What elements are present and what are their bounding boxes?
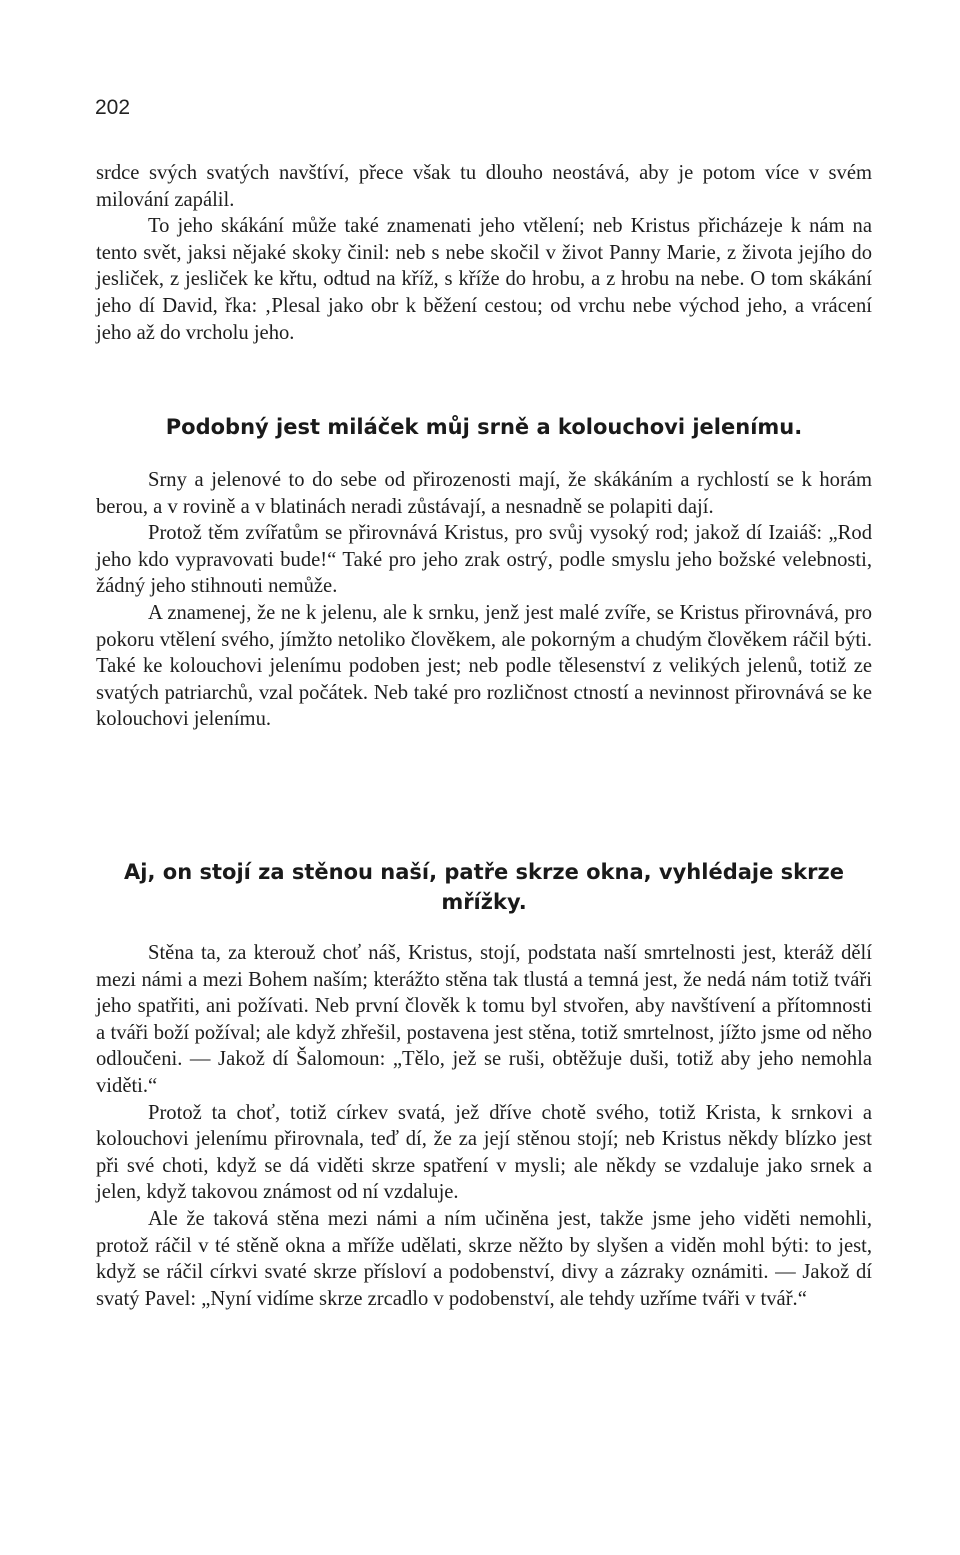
paragraph: Srny a jelenové to do sebe od přirozenosti mají, že skákáním a rychlostí se k horám berou, a v rovině a v blatinách neradi zůstávají, a nesnadně se polapiti dají. bbox=[96, 469, 872, 518]
section-heading-2: Aj, on stojí za stěnou naší, patře skrze okna, vyhlédaje skrze mřížky. bbox=[124, 860, 844, 914]
text-block-3 bbox=[96, 940, 872, 1312]
paragraph-continued: srdce svých svatých navštíví, přece však tu dlouho neostává, aby je potom více v svém milování zapálil. bbox=[96, 162, 872, 211]
paragraph: To jeho skákání může také znamenati jeho vtělení; neb Kristus přicházeje k nám na tento svět, jaksi nějaké skoky činil: neb s nebe skočil v život Panny Marie, z života jejího do jesliček, z jesliček ke křtu, odtud na kříž, s kříže do hrobu, a z hrobu na nebe. O tom skákání jeho dí David, řka: ‚Plesal jako obr k běžení cestou; od vrchu nebe východ jeho, a vrácení jeho až do vrcholu jeho. bbox=[96, 215, 872, 344]
paragraph: Protož ta choť, totiž církev svatá, jež dříve chotě svého, totiž Krista, k srnkovi a kolouchovi jelenímu přirovnala, teď dí, že za její stěnou stojí; neb Kristus někdy blízko jest při své choti, když se dá viděti skrze spatření v mysli; ale někdy se vzdaluje jako srnek a jelen, když takovou známost od ní vzdaluje. bbox=[96, 1101, 872, 1204]
paragraph: A znamenej, že ne k jelenu, ale k srnku, jenž jest malé zvíře, se Kristus přirovnává, pro pokoru vtělení svého, jímžto netoliko člověkem, ale pokorným a chudým člověkem ráčil býti. Také ke kolouchovi jelenímu podoben jest; neb podle tělesenství z velikých jelenů, totiž ze svatých patriarchů, vzal počátek. Neb také pro rozličnost ctností a nevinnost přirovnává se ke kolouchovi jelenímu. bbox=[96, 601, 872, 731]
text-block-2 bbox=[96, 467, 872, 733]
text-block-1 bbox=[96, 160, 872, 346]
section-heading-1: Podobný jest miláček můj srně a kolouchovi jelenímu. bbox=[165, 415, 803, 439]
paragraph: Protož těm zvířatům se přirovnává Kristus, pro svůj vysoký rod; jakož dí Izaiáš: „Rod jeho kdo vypravovati bude!“ Také pro jeho zrak ostrý, podle smyslu jeho božské velebnosti, žádný jeho stihnouti nemůže. bbox=[96, 522, 872, 598]
paragraph: Ale že taková stěna mezi námi a ním učiněna jest, takže jsme jeho viděti nemohli, protož ráčil v té stěně okna a mříže udělati, skrze něžto by slyšen a viděn mohl býti: to jest, když se ráčil církvi svaté skrze přísloví a podobenství, divy a zázraky oznámiti. — Jakož dí svatý Pavel: „Nyní vidíme skrze zrcadlo v podobenství, ale tehdy uzříme tváři v tvář.“ bbox=[96, 1207, 872, 1310]
paragraph: Stěna ta, za kterouž choť náš, Kristus, stojí, podstata naší smrtelnosti jest, kteráž dělí mezi námi a mezi Bohem naším; kterážto stěna tak tlustá a temná jest, že nedá nám totiž tváři jeho spatřiti, ani požívati. Neb první člověk k tomu byl stvořen, aby navštívení a přítomnosti a tváři boží požíval; ale když zhřešil, postavena jest stěna, totiž smrtelnost, jížto jsme od něho odloučeni. — Jakož dí Šalomoun: „Tělo, jež se ruši, obtěžuje duši, totiž aby jeho nemohla viděti.“ bbox=[96, 942, 872, 1097]
page-number: 202 bbox=[95, 96, 131, 119]
